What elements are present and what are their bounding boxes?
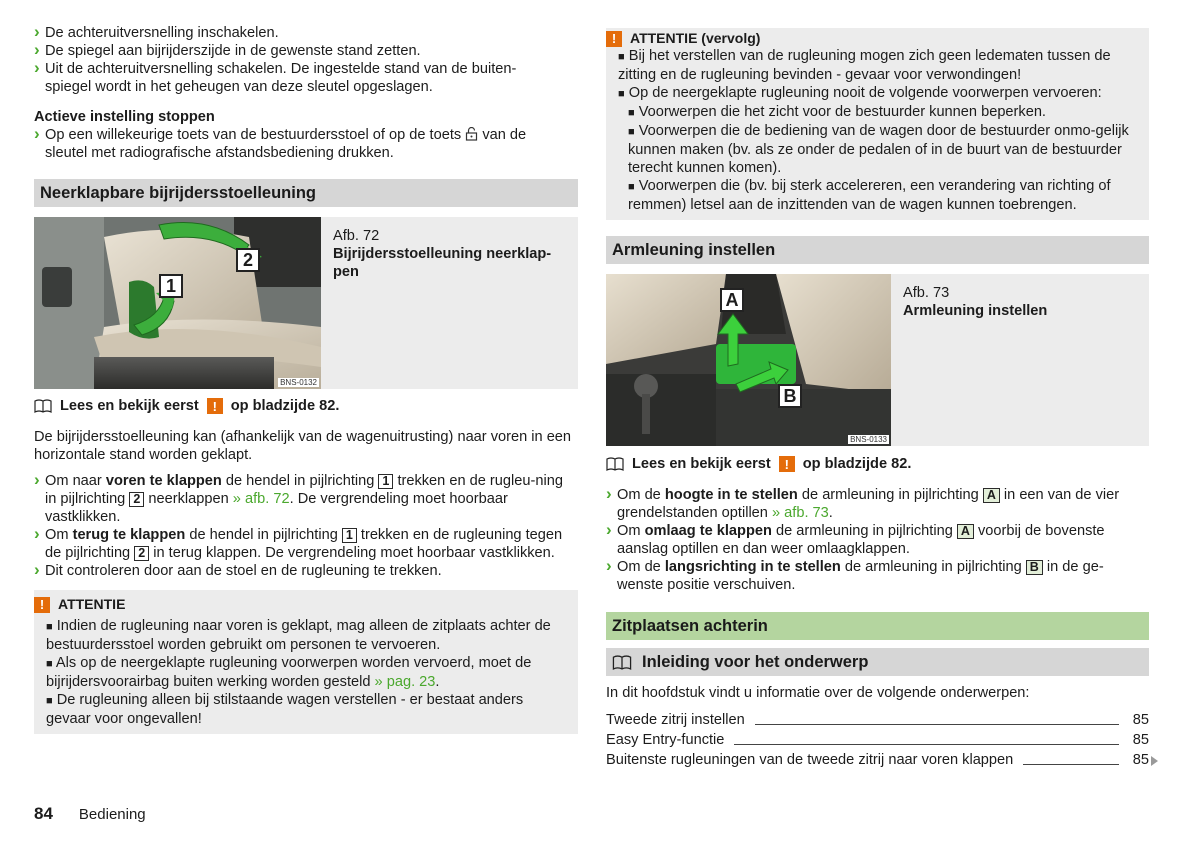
figure-caption bbox=[321, 217, 578, 389]
figure-reference-link[interactable]: » afb. 73 bbox=[771, 505, 829, 521]
figure-number: Afb. 72 bbox=[333, 228, 380, 244]
key-label: 1 bbox=[342, 528, 357, 543]
warning-item: ■ Bij het verstellen van de rugleuning mogen zich geen ledematen tussen de zitting en de rugleuning bevinden - gevaar voor verwondingen! bbox=[618, 48, 1111, 83]
read-first-note: Lees en bekijk eerst ! op bladzijde 82. bbox=[34, 398, 578, 414]
paragraph: De bijrijdersstoelleuning kan (afhankelijk van de wagenuitrusting) naar voren in een horizontale stand worden geklapt. bbox=[34, 429, 572, 463]
figure-label-2: 2 bbox=[236, 248, 260, 272]
warning-subitem: ■ Voorwerpen die de bediening van de wagen door de bestuurder onmo-gelijk kunnen maken (bv. als ze onder de pedalen of in de buurt van de bestuurder terecht kunnen komen). bbox=[628, 123, 1129, 176]
page-footer bbox=[34, 804, 146, 824]
list-item: › Om terug te klappen de hendel in pijlrichting 1 trekken en de rugleuning tegen de pijlrichting 2 in terug klappen. De vergrendeling moet hoorbaar vastklikken. bbox=[34, 526, 578, 562]
subheading: Actieve instelling stoppen bbox=[34, 109, 215, 125]
book-icon bbox=[34, 399, 52, 413]
lock-open-icon bbox=[465, 127, 478, 141]
paragraph: In dit hoofdstuk vindt u informatie over de volgende onderwerpen: bbox=[606, 685, 1030, 701]
key-label: A bbox=[957, 524, 974, 539]
figure-72 bbox=[34, 217, 578, 389]
figure-label-b: B bbox=[778, 384, 802, 408]
warning-icon: ! bbox=[34, 597, 50, 613]
list-item: › Op een willekeurige toets van de bestuurdersstoel of op de toets van de sleutel met radiografische afstandsbediening drukken. bbox=[34, 126, 578, 162]
warning-item: ■ Op de neergeklapte rugleuning nooit de volgende voorwerpen vervoeren: bbox=[618, 85, 1102, 101]
warning-box bbox=[34, 590, 578, 734]
subsection-heading: Inleiding voor het onderwerp bbox=[606, 648, 1149, 676]
list-item: › Om de langsrichting in te stellen de armleuning in pijlrichting B in de ge-wenste positie verschuiven. bbox=[606, 558, 1149, 594]
warning-item: ■ Als op de neergeklapte rugleuning voorwerpen worden vervoerd, moet de bijrijdersvoorairbag buiten werking worden gesteld » pag. 23. bbox=[46, 655, 532, 690]
figure-label-a: A bbox=[720, 288, 744, 312]
toc-entry[interactable]: Buitenste rugleuningen van de tweede zitrij naar voren klappen 85 bbox=[606, 752, 1149, 768]
figure-number: Afb. 73 bbox=[903, 285, 950, 301]
list-item: › Om de hoogte in te stellen de armleuning in pijlrichting A in een van de vier grendelstanden optillen » afb. 73. bbox=[606, 486, 1149, 522]
warning-title: ! ATTENTIE (vervolg) bbox=[606, 30, 1137, 47]
warning-subitem: ■ Voorwerpen die (bv. bij sterk accelereren, een verandering van richting of remmen) letsel aan de inzittenden van de wagen kunnen toebrengen. bbox=[628, 178, 1111, 213]
chapter-heading: Zitplaatsen achterin bbox=[606, 612, 1149, 640]
footer-section: Bediening bbox=[78, 806, 146, 823]
toc-entry[interactable]: Tweede zitrij instellen 85 bbox=[606, 712, 1149, 728]
page-reference-link[interactable]: » pag. 23 bbox=[374, 674, 436, 690]
section-heading: Armleuning instellen bbox=[606, 236, 1149, 264]
key-label: B bbox=[1026, 560, 1043, 575]
toc-entry[interactable]: Easy Entry-functie 85 bbox=[606, 732, 1149, 748]
next-page-arrow-icon bbox=[1151, 756, 1158, 766]
key-label: 2 bbox=[129, 492, 144, 507]
key-label: A bbox=[983, 488, 1000, 503]
key-label: 1 bbox=[378, 474, 393, 489]
figure-title: Armleuning instellen bbox=[903, 303, 1048, 319]
book-icon bbox=[606, 457, 624, 471]
left-column bbox=[34, 24, 578, 734]
section-heading: Neerklapbare bijrijdersstoelleuning bbox=[34, 179, 578, 207]
figure-label-1: 1 bbox=[159, 274, 183, 298]
warning-icon: ! bbox=[606, 31, 622, 47]
armrest-image bbox=[606, 274, 891, 446]
seat-illustration bbox=[34, 217, 321, 389]
list-item: › Om naar voren te klappen de hendel in pijlrichting 1 trekken en de rugleu-ning in pijlrichting 2 neerklappen » afb. 72. De vergrendeling moet hoorbaar vastklikken. bbox=[34, 472, 578, 526]
book-icon bbox=[612, 655, 632, 670]
figure-reference-link[interactable]: » afb. 72 bbox=[232, 491, 290, 507]
figure-code: BNS-0133 bbox=[850, 435, 887, 444]
list-item: › De spiegel aan bijrijderszijde in de gewenste stand zetten. bbox=[34, 42, 578, 60]
list-item: › Uit de achteruitversnelling schakelen. De ingestelde stand van de buiten- spiegel wordt in het geheugen van deze sleutel opgeslagen. bbox=[34, 60, 578, 96]
warning-icon: ! bbox=[779, 456, 795, 472]
figure-title: Bijrijdersstoelleuning neerklap-pen bbox=[333, 246, 552, 280]
list-item: › Om omlaag te klappen de armleuning in pijlrichting A voorbij de bovenste aanslag optillen en dan weer omlaagklappen. bbox=[606, 522, 1149, 558]
armrest-illustration bbox=[606, 274, 891, 446]
warning-item: ■ De rugleuning alleen bij stilstaande wagen verstellen - er bestaat anders gevaar voor ongevallen! bbox=[46, 692, 524, 727]
figure-73 bbox=[606, 274, 1149, 446]
right-column bbox=[606, 28, 1149, 770]
warning-subitem: ■ Voorwerpen die het zicht voor de bestuurder kunnen beperken. bbox=[628, 104, 1046, 120]
page-number: 84 bbox=[34, 804, 53, 823]
figure-code: BNS-0132 bbox=[280, 378, 317, 387]
list-item: › Dit controleren door aan de stoel en de rugleuning te trekken. bbox=[34, 562, 578, 580]
warning-title: ! ATTENTIE bbox=[34, 596, 566, 613]
list-item: › De achteruitversnelling inschakelen. bbox=[34, 24, 578, 42]
key-label: 2 bbox=[134, 546, 149, 561]
warning-icon: ! bbox=[207, 398, 223, 414]
warning-box-continued bbox=[606, 28, 1149, 220]
seat-fold-image bbox=[34, 217, 321, 389]
figure-caption bbox=[891, 274, 1149, 446]
read-first-note: Lees en bekijk eerst ! op bladzijde 82. bbox=[606, 456, 1149, 472]
warning-item: ■ Indien de rugleuning naar voren is geklapt, mag alleen de zitplaats achter de bestuurdersstoel worden gebruikt om personen te vervoeren. bbox=[46, 618, 551, 653]
